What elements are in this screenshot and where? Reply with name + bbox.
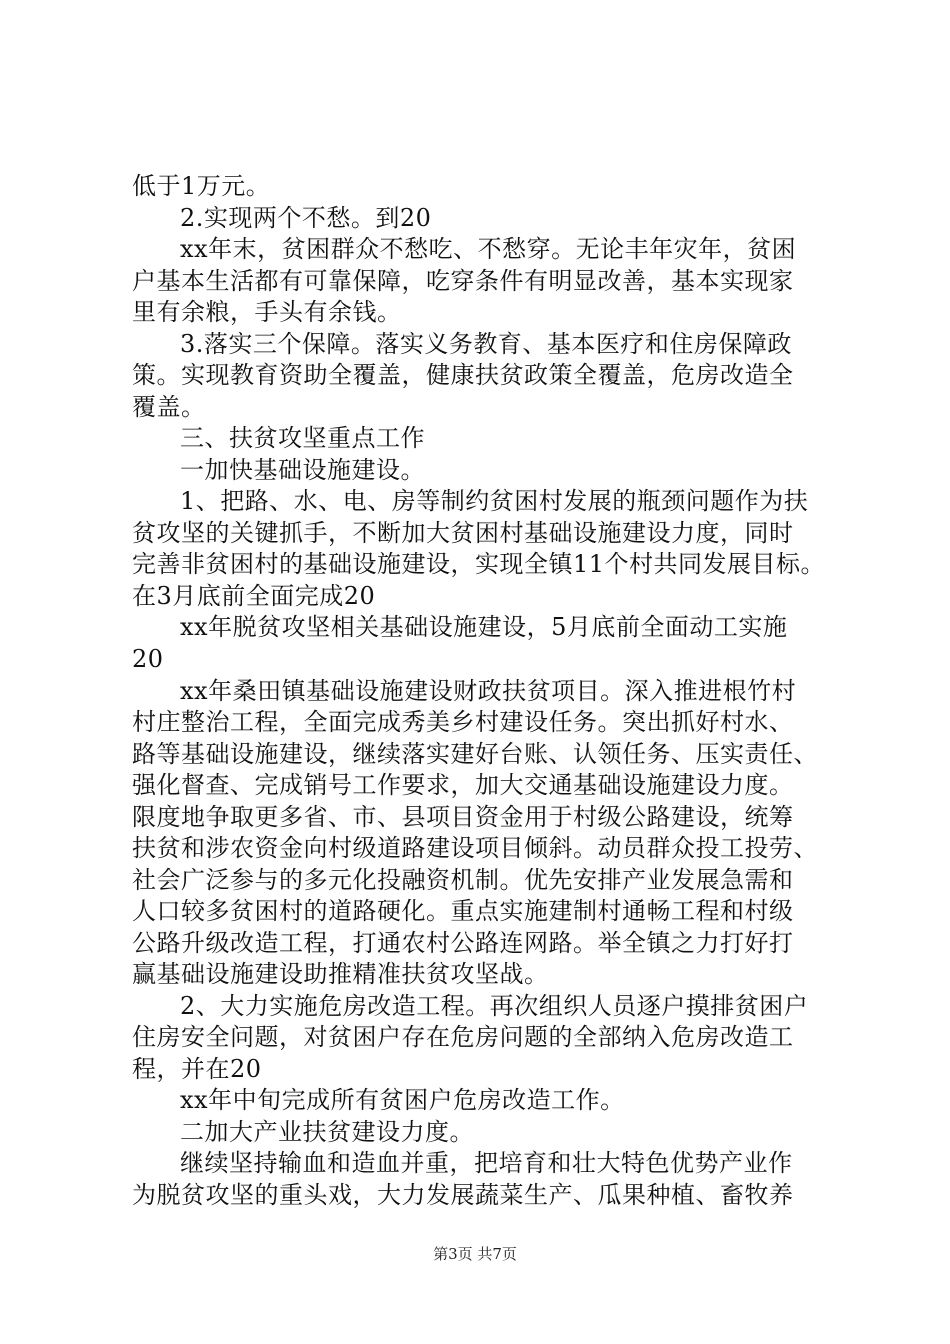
text-line: 为脱贫攻坚的重头戏，大力发展蔬菜生产、瓜果种植、畜牧养	[132, 1181, 794, 1209]
text-line: 1、把路、水、电、房等制约贫困村发展的瓶颈问题作为扶	[180, 487, 809, 515]
text-line: 策。实现教育资助全覆盖，健康扶贫政策全覆盖，危房改造全	[132, 361, 794, 389]
text-line: 户基本生活都有可靠保障，吃穿条件有明显改善，基本实现家	[132, 267, 794, 295]
text-line: 20	[132, 645, 164, 673]
text-line: 程，并在20	[132, 1055, 262, 1083]
text-line: 里有余粮，手头有余钱。	[132, 298, 402, 326]
text-line: xx年末，贫困群众不愁吃、不愁穿。无论丰年灾年，贫困	[180, 235, 797, 263]
text-line: 扶贫和涉农资金向村级道路建设项目倾斜。动员群众投工投劳、	[132, 834, 818, 862]
text-line: 住房安全问题，对贫困户存在危房问题的全部纳入危房改造工	[132, 1023, 794, 1051]
text-line: 强化督查、完成销号工作要求，加大交通基础设施建设力度。	[132, 771, 794, 799]
text-line: 村庄整治工程，全面完成秀美乡村建设任务。突出抓好村水、	[132, 708, 794, 736]
text-line: 低于1万元。	[132, 172, 271, 200]
text-line: 3.落实三个保障。落实义务教育、基本医疗和住房保障政	[180, 330, 792, 358]
page-footer: 第3页 共7页	[433, 1245, 517, 1263]
text-line: 2.实现两个不愁。到20	[180, 204, 432, 232]
text-line: 覆盖。	[132, 393, 206, 421]
text-line: 路等基础设施建设，继续落实建好台账、认领任务、压实责任、	[132, 740, 818, 768]
text-line: 继续坚持输血和造血并重，把培育和壮大特色优势产业作	[180, 1149, 793, 1177]
text-line: 赢基础设施建设助推精准扶贫攻坚战。	[132, 960, 549, 988]
text-line: 完善非贫困村的基础设施建设，实现全镇11个村共同发展目标。	[132, 550, 826, 578]
text-line: 公路升级改造工程，打通农村公路连网路。举全镇之力打好打	[132, 929, 794, 957]
subsection-heading: 二加大产业扶贫建设力度。	[180, 1118, 474, 1146]
text-line: xx年中旬完成所有贫困户危房改造工作。	[180, 1086, 625, 1114]
text-line: xx年桑田镇基础设施建设财政扶贫项目。深入推进根竹村	[180, 677, 797, 705]
text-line: 限度地争取更多省、市、县项目资金用于村级公路建设，统筹	[132, 803, 794, 831]
subsection-heading: 一加快基础设施建设。	[180, 456, 425, 484]
text-line: 贫攻坚的关键抓手，不断加大贫困村基础设施建设力度，同时	[132, 519, 794, 547]
text-line: 社会广泛参与的多元化投融资机制。优先安排产业发展急需和	[132, 866, 794, 894]
text-line: xx年脱贫攻坚相关基础设施建设，5月底前全面动工实施	[180, 613, 788, 641]
text-line: 在3月底前全面完成20	[132, 582, 376, 610]
section-heading: 三、扶贫攻坚重点工作	[180, 424, 425, 452]
text-line: 2、大力实施危房改造工程。再次组织人员逐户摸排贫困户	[180, 992, 809, 1020]
text-line: 人口较多贫困村的道路硬化。重点实施建制村通畅工程和村级	[132, 897, 794, 925]
